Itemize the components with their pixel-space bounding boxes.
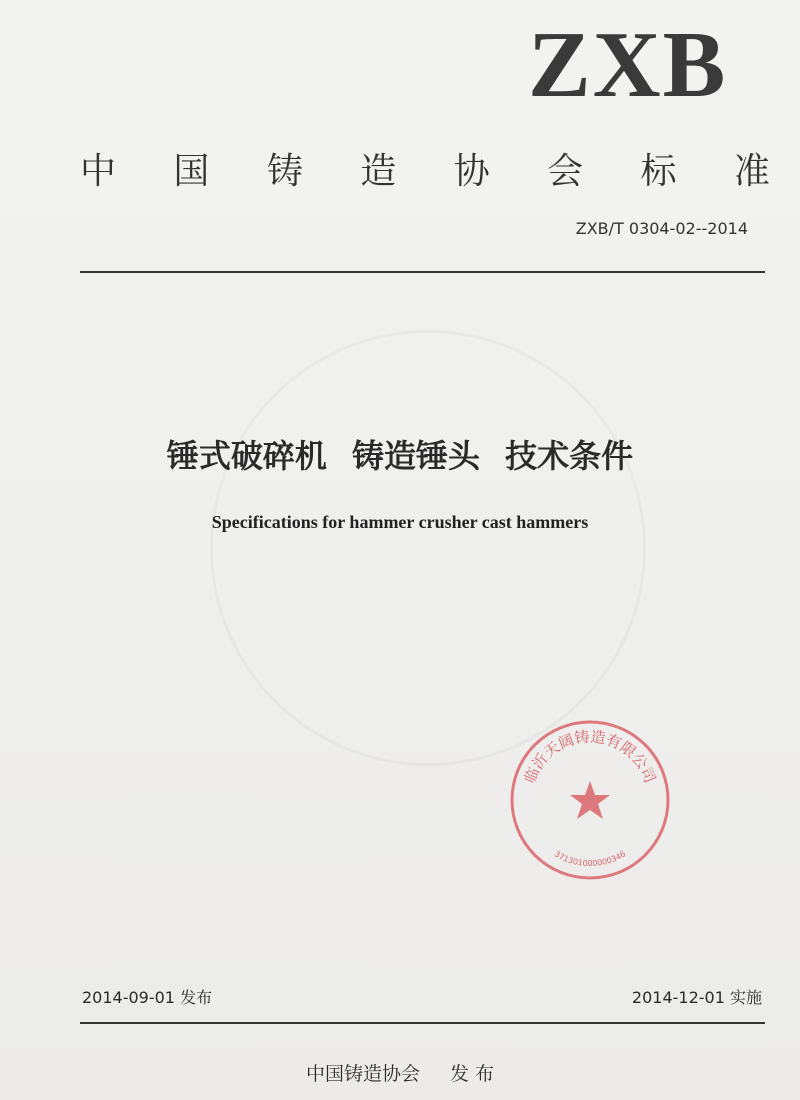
org-char: 造 bbox=[360, 151, 397, 192]
standard-code: ZXB/T 0304-02--2014 bbox=[575, 219, 748, 238]
org-char: 国 bbox=[173, 151, 210, 192]
title-english: Specifications for hammer crusher cast hammers bbox=[211, 512, 589, 532]
top-divider bbox=[80, 271, 765, 273]
publisher-line bbox=[0, 1062, 800, 1086]
org-char: 标 bbox=[640, 151, 677, 192]
seal-number: 371301000000346 bbox=[552, 849, 628, 869]
svg-text:临沂天阔铸造有限公司 bbox=[521, 728, 659, 786]
org-char: 铸 bbox=[266, 151, 303, 192]
organization-title bbox=[80, 150, 770, 194]
publish-action: 发 布 bbox=[450, 1063, 495, 1085]
implementation-date: 2014-12-01 实施 bbox=[631, 988, 762, 1007]
issue-date: 2014-09-01 发布 bbox=[82, 988, 213, 1007]
org-char: 会 bbox=[547, 151, 584, 192]
seal-company-name: 临沂天阔铸造有限公司 bbox=[520, 727, 660, 786]
svg-text:371301000000346 bbox=[553, 849, 627, 868]
faint-watermark bbox=[210, 330, 646, 766]
org-char: 准 bbox=[733, 151, 770, 192]
title-chinese: 锤式破碎机 铸造锤头 技术条件 bbox=[166, 437, 634, 475]
bottom-divider bbox=[80, 1022, 765, 1024]
company-seal bbox=[505, 715, 675, 885]
star-icon bbox=[570, 781, 610, 819]
org-char: 协 bbox=[453, 151, 490, 192]
zxb-logo: ZXB bbox=[528, 13, 728, 117]
org-char: 中 bbox=[80, 151, 117, 192]
publisher-name: 中国铸造协会 bbox=[305, 1063, 420, 1085]
